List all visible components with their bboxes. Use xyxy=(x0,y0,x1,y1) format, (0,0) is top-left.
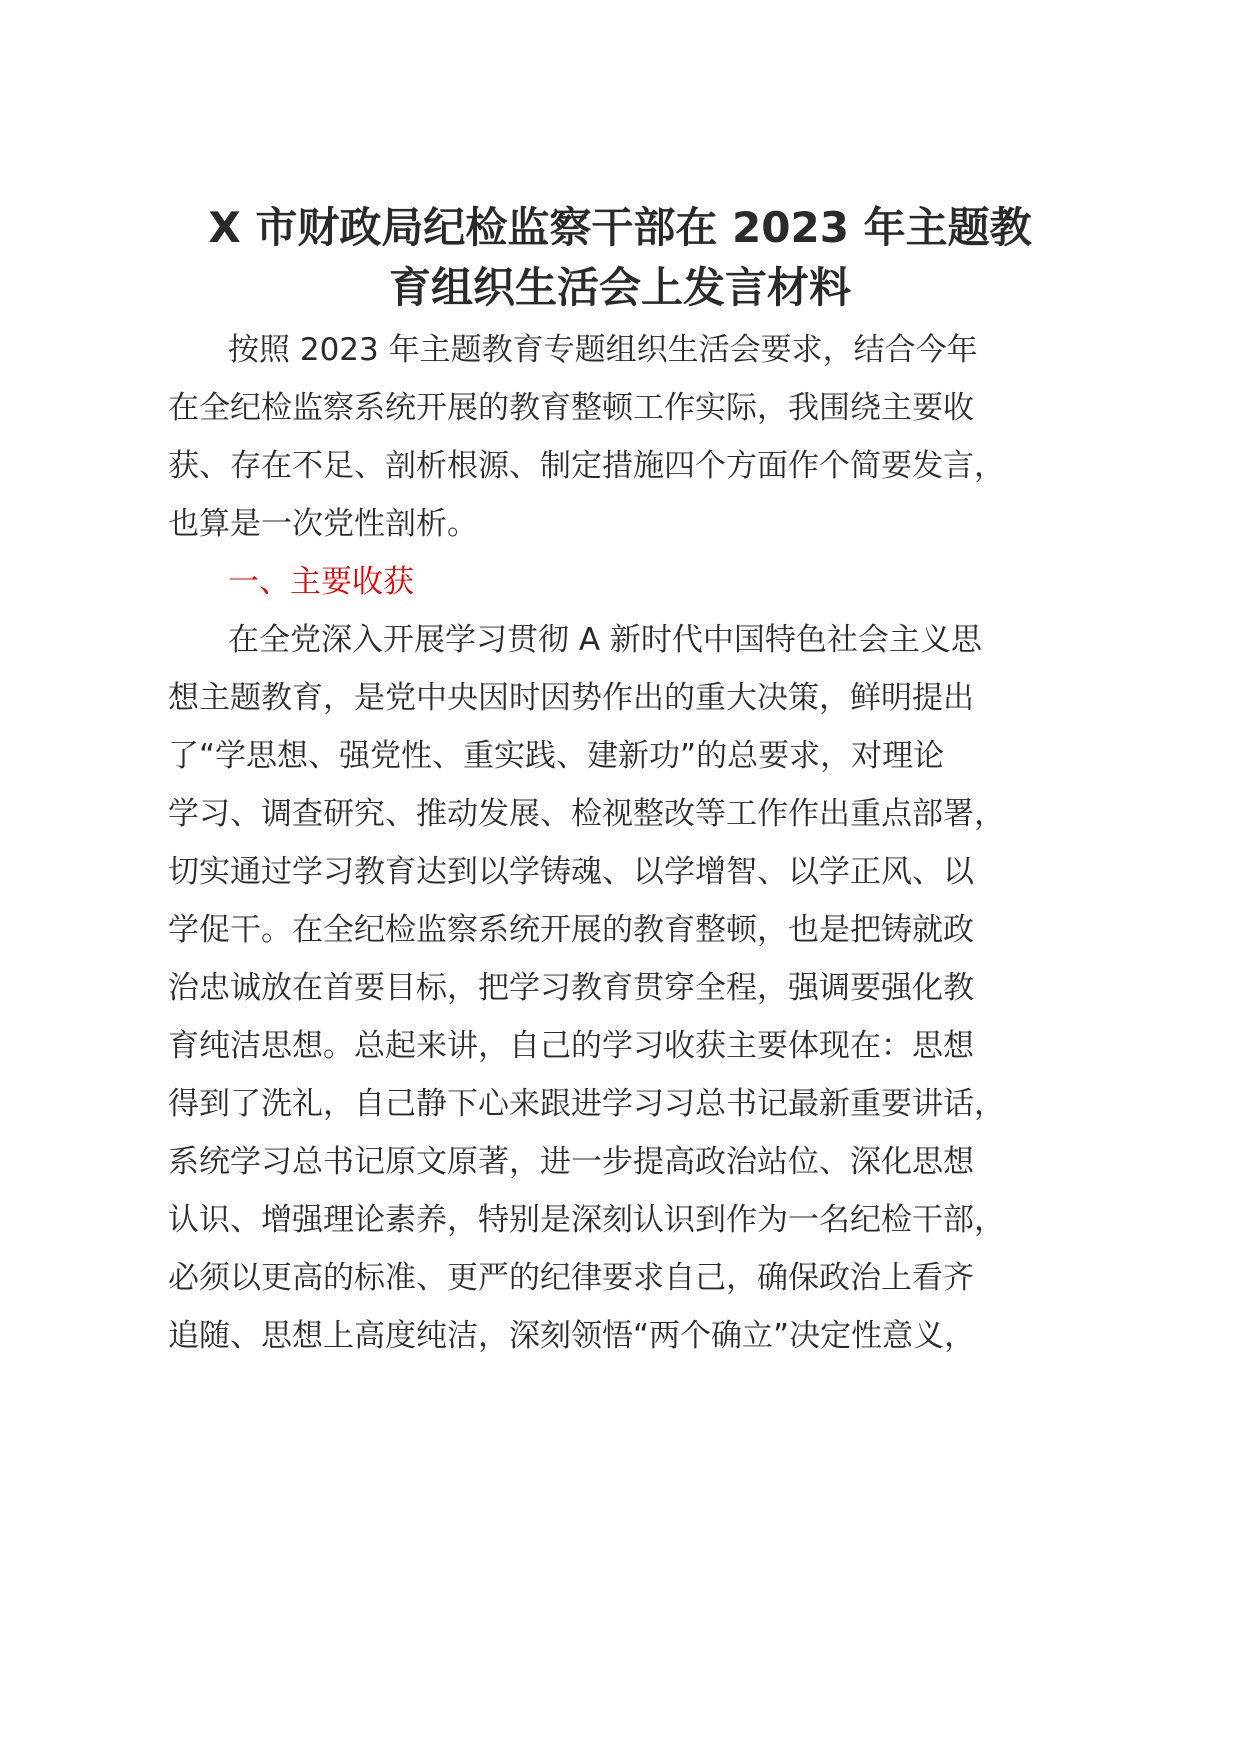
paragraph2-line-5: 切实通过学习教育达到以学铸魂、以学增智、以学正风、以 xyxy=(168,854,974,890)
paragraph2-line-13: 追随、思想上高度纯洁，深刻领悟“两个确立”决定性意义， xyxy=(168,1318,976,1354)
paragraph2-line-1: 在全党深入开展学习贯彻 A 新时代中国特色社会主义思 xyxy=(228,622,982,658)
paragraph1-line-3: 获、存在不足、剖析根源、制定措施四个方面作个简要发言， xyxy=(168,448,1005,484)
paragraph2-line-11: 认识、增强理论素养，特别是深刻认识到作为一名纪检干部， xyxy=(168,1202,1005,1238)
paragraph2-line-3: 了“学思想、强党性、重实践、建新功”的总要求，对理论 xyxy=(168,738,945,774)
paragraph2-line-4: 学习、调查研究、推动发展、检视整改等工作作出重点部署， xyxy=(168,796,1005,832)
paragraph2-line-12: 必须以更高的标准、更严的纪律要求自己，确保政治上看齐 xyxy=(168,1260,974,1296)
paragraph2-line-7: 治忠诚放在首要目标，把学习教育贯穿全程，强调要强化教 xyxy=(168,970,974,1006)
paragraph2-line-2: 想主题教育，是党中央因时因势作出的重大决策，鲜明提出 xyxy=(168,680,974,716)
paragraph1-line-4: 也算是一次党性剖析。 xyxy=(168,506,478,542)
title-line-1: X 市财政局纪检监察干部在 2023 年主题教 xyxy=(208,203,1032,252)
title-line-2: 育组织生活会上发言材料 xyxy=(388,263,851,312)
paragraph1-line-2: 在全纪检监察系统开展的教育整顿工作实际，我围绕主要收 xyxy=(168,390,974,426)
paragraph2-line-10: 系统学习总书记原文原著，进一步提高政治站位、深化思想 xyxy=(168,1144,974,1180)
paragraph2-line-8: 育纯洁思想。总起来讲，自己的学习收获主要体现在：思想 xyxy=(168,1028,974,1064)
paragraph1-line-1: 按照 2023 年主题教育专题组织生活会要求，结合今年 xyxy=(228,332,978,368)
paragraph2-line-9: 得到了洗礼，自己静下心来跟进学习习总书记最新重要讲话， xyxy=(168,1086,1005,1122)
document-title xyxy=(150,198,1090,318)
section-heading-main-gains: 一、主要收获 xyxy=(228,564,414,600)
paragraph2-line-6: 学促干。在全纪检监察系统开展的教育整顿，也是把铸就政 xyxy=(168,912,974,948)
